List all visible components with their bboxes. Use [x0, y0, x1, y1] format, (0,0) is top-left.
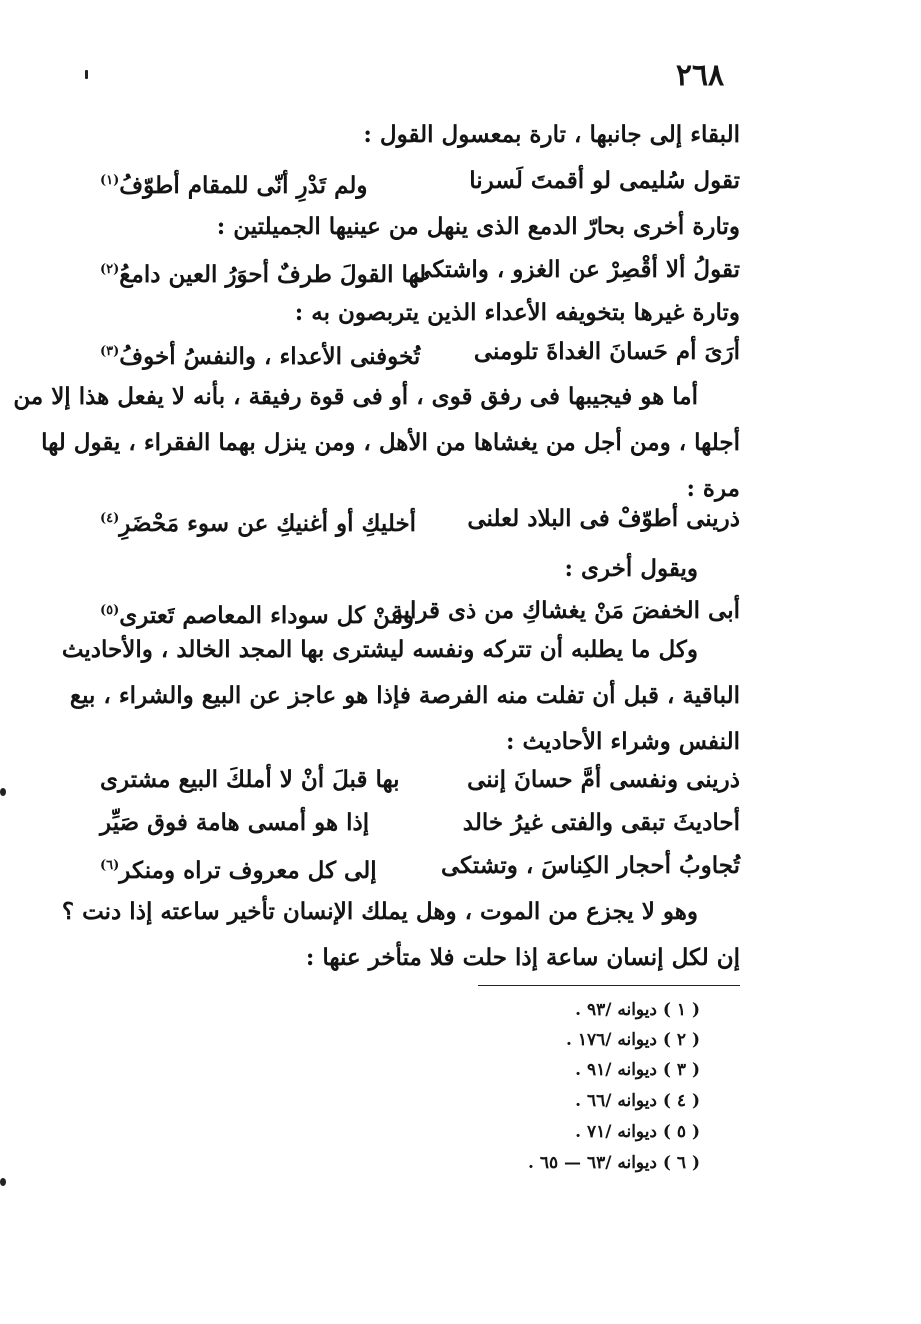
footnote-divider [478, 985, 740, 986]
scan-speck [85, 70, 88, 79]
prose-line: أما هو فيجيبها فى رفق قوى ، أو فى قوة رفيقة ، بأنه لا يفعل هذا إلا من [13, 383, 698, 410]
scan-speck [0, 788, 6, 796]
prose-paragraph [61, 889, 740, 981]
footnote: ( ٤ ) ديوانه /٦٦ . [575, 1091, 700, 1111]
prose-line: الباقية ، قبل أن تفلت منه الفرصة فإذا هو عاجز عن البيع والشراء ، بيع [69, 682, 740, 709]
verse-line [100, 329, 740, 375]
footnote: ( ١ ) ديوانه /٩٣ . [575, 1000, 700, 1020]
verse-hemistich-right: أحاديثَ تبقى والفتى غيرُ خالد [462, 809, 740, 836]
prose-line: النفس وشراء الأحاديث : [505, 728, 740, 755]
verse-hemistich-right: أرَىَ أم حَسانَ الغداةَ تلومنى [473, 338, 740, 365]
verse-line [100, 757, 740, 803]
verse-hemistich-right: أبى الخفضَ مَنْ يغشاكِ من ذى قرابة [391, 597, 740, 624]
verse-text: أخليكِ أو أغنيكِ عن سوء مَحْضَرِ [119, 510, 417, 537]
prose-paragraph [13, 374, 740, 512]
prose-line: وهو لا يجزع من الموت ، وهل يملك الإنسان تأخير ساعته إذا دنت ؟ [61, 898, 698, 925]
verse-line [100, 843, 740, 889]
verse-hemistich-right: تقول سُليمى لو أقمتَ لَسرنا [469, 167, 740, 194]
prose-line: مرة : [686, 475, 740, 502]
prose-line: وتارة أخرى بحارّ الدمع الذى ينهل من عينيها الجميلتين : [216, 213, 740, 240]
verse-hemistich-left [100, 496, 416, 547]
prose-line: وتارة غيرها بتخويفه الأعداء الذين يتربصون به : [294, 299, 740, 326]
prose-line: إن لكل إنسان ساعة إذا حلت فلا متأخر عنها : [305, 944, 740, 971]
footnote-ref: (٣) [100, 344, 120, 359]
prose-line: وكل ما يطلبه أن تتركه ونفسه ليشترى بها المجد الخالد ، والأحاديث [61, 636, 698, 663]
footnote-ref: (٤) [100, 511, 120, 526]
prose-line: البقاء إلى جانبها ، تارة بمعسول القول : [363, 121, 740, 148]
prose-line: ويقول أخرى : [564, 555, 698, 582]
footnote: ( ٢ ) ديوانه /١٧٦ . [565, 1030, 700, 1050]
footnote-ref: (١) [100, 173, 120, 188]
verse-hemistich-right: ذرينى ونفسى أمَّ حسانَ إننى [467, 766, 740, 793]
footnote: ( ٥ ) ديوانه /٧١ . [575, 1122, 700, 1142]
prose-line: أجلها ، ومن أجل من يغشاها من الأهل ، ومن ينزل بهما الفقراء ، يقول لها [41, 429, 740, 456]
scan-speck [0, 1178, 6, 1186]
verse-line [100, 247, 740, 293]
verse-hemistich-left [100, 158, 368, 209]
verse-hemistich-left: بها قبلَ أنْ لا أملكَ البيع مشترى [100, 766, 400, 793]
verse-line [100, 158, 740, 204]
verse-hemistich-left [100, 329, 420, 380]
verse-text: لها القولَ طرفٌ أحوَرُ العين دامعُ [119, 261, 427, 288]
verse-hemistich-right: تُجاوبُ أحجار الكِناسَ ، وتشتكى [441, 852, 740, 879]
verse-text: ولم تَدْرِ أنّى للمقام أطوّفُ [119, 172, 368, 199]
verse-text: ومنْ كل سوداء المعاصم تَعترى [119, 602, 414, 629]
verse-hemistich-right: ذرينى أطوّفْ فى البلاد لعلنى [467, 505, 740, 532]
verse-line [100, 800, 740, 846]
verse-text: إلى كل معروف تراه ومنكر [119, 857, 377, 884]
footnote-ref: (٢) [100, 262, 120, 277]
prose-paragraph [100, 546, 740, 592]
verse-text: تُخوفنى الأعداء ، والنفسُ أخوفُ [119, 343, 421, 370]
verse-hemistich-right: تقولُ ألا أقْصِرْ عن الغزو ، واشتكى [413, 256, 740, 283]
footnote: ( ٣ ) ديوانه /٩١ . [575, 1060, 700, 1080]
verse-hemistich-left [100, 843, 377, 894]
page-number: ٢٦٨ [675, 58, 725, 93]
verse-hemistich-left: إذا هو أمسى هامة فوق صَيِّر [100, 809, 370, 836]
verse-line [100, 496, 740, 542]
footnote-ref: (٦) [100, 858, 120, 873]
footnote: ( ٦ ) ديوانه /٦٣ — ٦٥ . [528, 1153, 700, 1173]
footnote-ref: (٥) [100, 603, 120, 618]
prose-paragraph [61, 627, 740, 765]
